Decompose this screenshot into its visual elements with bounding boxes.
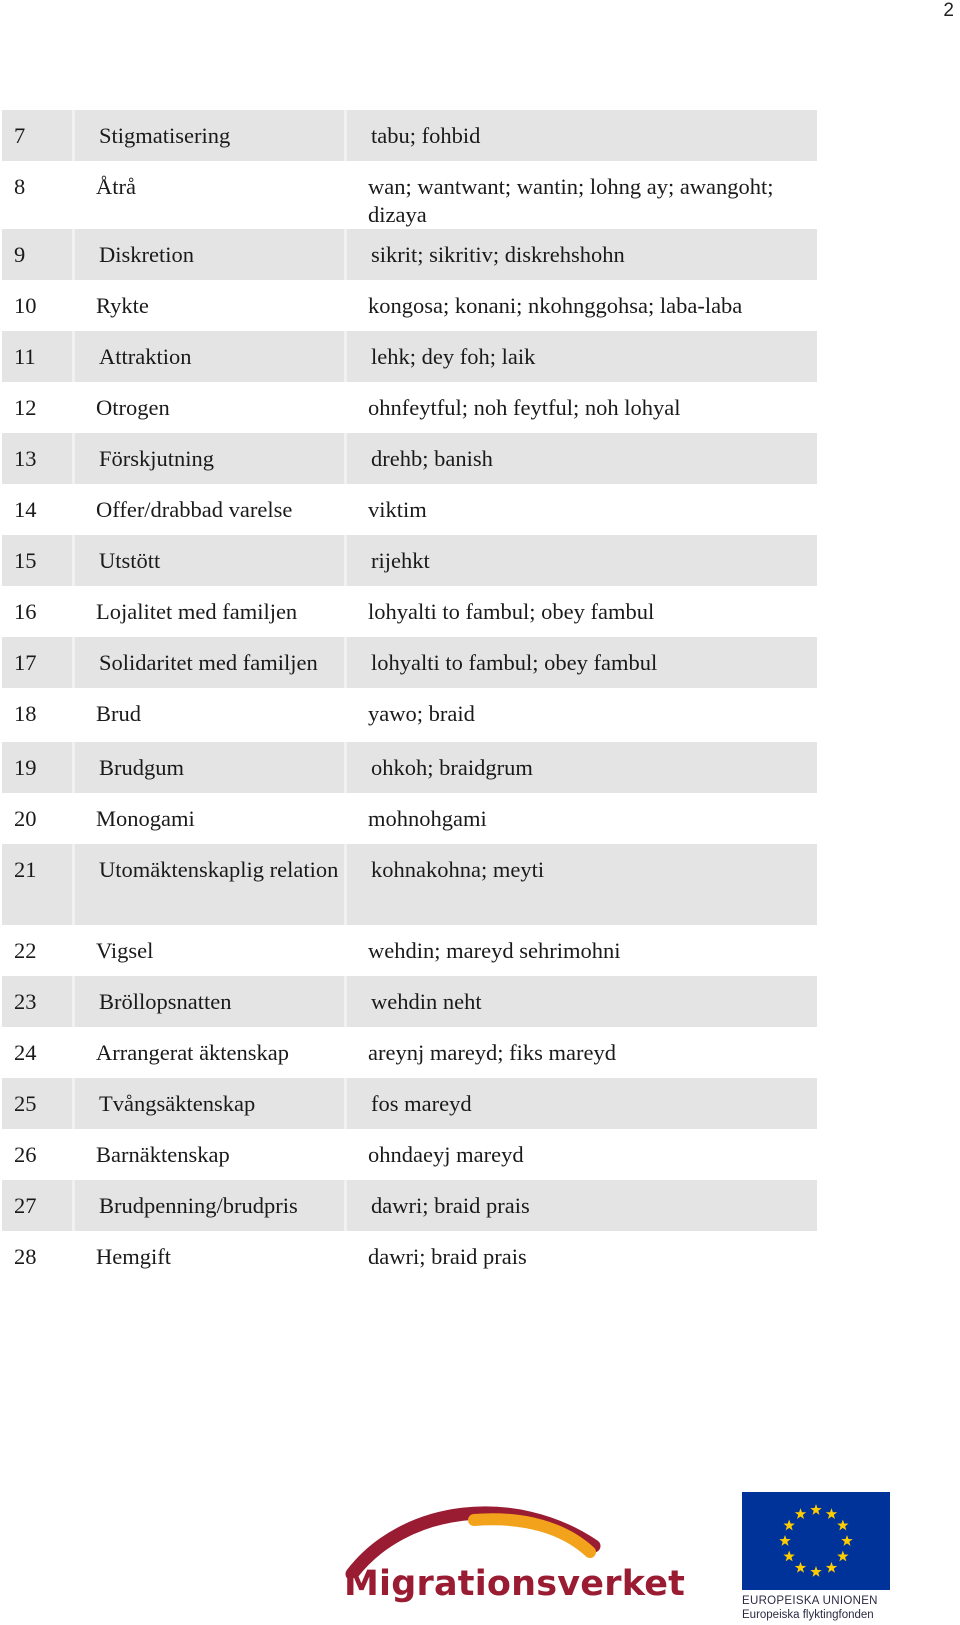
row-number: 16 — [14, 599, 37, 624]
table-row — [2, 382, 817, 433]
krio-translation: lohyalti to fambul; obey fambul — [368, 599, 655, 624]
swedish-term: Monogami — [96, 806, 195, 831]
swedish-term: Utomäktenskaplig relation — [72, 844, 344, 925]
table-row — [2, 793, 817, 844]
swedish-term: Barnäktenskap — [96, 1142, 230, 1167]
table-row — [2, 586, 817, 637]
krio-translation: areynj mareyd; fiks mareyd — [368, 1040, 617, 1065]
table-row — [2, 637, 817, 688]
krio-translation: tabu; fohbid — [344, 110, 817, 161]
row-number: 15 — [2, 535, 72, 586]
swedish-term: Utstött — [72, 535, 344, 586]
table-row — [2, 433, 817, 484]
eu-logo — [742, 1492, 892, 1622]
table-row — [2, 110, 817, 161]
krio-translation: mohnohgami — [368, 806, 487, 831]
krio-translation: wehdin; mareyd sehrimohni — [368, 938, 621, 963]
krio-translation: rijehkt — [344, 535, 817, 586]
krio-translation: dawri; braid prais — [344, 1180, 817, 1231]
row-number: 24 — [14, 1040, 37, 1065]
swedish-term: Hemgift — [96, 1244, 171, 1269]
row-number: 8 — [14, 174, 26, 199]
swedish-term: Bröllopsnatten — [72, 976, 344, 1027]
krio-translation: wan; wantwant; wantin; lohng ay; awangoht; dizaya — [368, 174, 774, 227]
row-number: 17 — [2, 637, 72, 688]
swedish-term: Åtrå — [96, 174, 136, 199]
eu-fund-label: Europeiska flyktingfonden — [742, 1609, 874, 1621]
krio-translation: sikrit; sikritiv; diskrehshohn — [344, 229, 817, 280]
row-number: 22 — [14, 938, 37, 963]
table-row — [2, 161, 817, 229]
table-row — [2, 844, 817, 925]
row-number: 27 — [2, 1180, 72, 1231]
swedish-term: Brudpenning/brudpris — [72, 1180, 344, 1231]
krio-translation: dawri; braid prais — [368, 1244, 527, 1269]
table-row — [2, 229, 817, 280]
row-number: 11 — [2, 331, 72, 382]
row-number: 18 — [14, 701, 37, 726]
swedish-term: Offer/drabbad varelse — [96, 497, 293, 522]
row-number: 28 — [14, 1244, 37, 1269]
row-number: 19 — [2, 742, 72, 793]
krio-translation: viktim — [368, 497, 427, 522]
table-row — [2, 1129, 817, 1180]
krio-translation: ohnfeytful; noh feytful; noh lohyal — [368, 395, 681, 420]
table-row — [2, 280, 817, 331]
row-number: 14 — [14, 497, 37, 522]
krio-translation: kohnakohna; meyti — [344, 844, 817, 925]
table-row — [2, 1180, 817, 1231]
swedish-term: Stigmatisering — [72, 110, 344, 161]
table-row — [2, 484, 817, 535]
migrationsverket-wordmark: Migrationsverket — [344, 1564, 686, 1604]
row-number: 12 — [14, 395, 37, 420]
page-number: 2 — [943, 0, 954, 21]
row-number: 23 — [2, 976, 72, 1027]
row-number: 21 — [2, 844, 72, 925]
swedish-term: Brudgum — [72, 742, 344, 793]
krio-translation: yawo; braid — [368, 701, 475, 726]
swedish-term: Rykte — [96, 293, 149, 318]
row-number: 7 — [2, 110, 72, 161]
table-row — [2, 976, 817, 1027]
row-number: 20 — [14, 806, 37, 831]
table-row — [2, 742, 817, 793]
swedish-term: Otrogen — [96, 395, 170, 420]
swedish-term: Förskjutning — [72, 433, 344, 484]
krio-translation: lehk; dey foh; laik — [344, 331, 817, 382]
row-number: 10 — [14, 293, 37, 318]
table-row — [2, 331, 817, 382]
table-row — [2, 535, 817, 586]
table-row — [2, 1078, 817, 1129]
row-number: 25 — [2, 1078, 72, 1129]
table-row — [2, 1231, 817, 1282]
migrationsverket-logo — [344, 1498, 686, 1608]
swedish-term: Tvångsäktenskap — [72, 1078, 344, 1129]
krio-translation: lohyalti to fambul; obey fambul — [344, 637, 817, 688]
eu-flag-icon — [742, 1492, 890, 1590]
swedish-term: Solidaritet med familjen — [72, 637, 344, 688]
eu-union-label: EUROPEISKA UNIONEN — [742, 1595, 878, 1607]
swedish-term: Lojalitet med familjen — [96, 599, 298, 624]
table-row — [2, 1027, 817, 1078]
swedish-term: Attraktion — [72, 331, 344, 382]
krio-translation: drehb; banish — [344, 433, 817, 484]
row-number: 13 — [2, 433, 72, 484]
glossary-table — [2, 110, 817, 1282]
krio-translation: ohkoh; braidgrum — [344, 742, 817, 793]
row-number: 26 — [14, 1142, 37, 1167]
swedish-term: Brud — [96, 701, 141, 726]
krio-translation: wehdin neht — [344, 976, 817, 1027]
row-number: 9 — [2, 229, 72, 280]
swedish-term: Arrangerat äktenskap — [96, 1040, 290, 1065]
table-row — [2, 688, 817, 742]
swedish-term: Vigsel — [96, 938, 154, 963]
krio-translation: fos mareyd — [344, 1078, 817, 1129]
krio-translation: kongosa; konani; nkohnggohsa; laba-laba — [368, 293, 743, 318]
swedish-term: Diskretion — [72, 229, 344, 280]
krio-translation: ohndaeyj mareyd — [368, 1142, 524, 1167]
table-row — [2, 925, 817, 976]
